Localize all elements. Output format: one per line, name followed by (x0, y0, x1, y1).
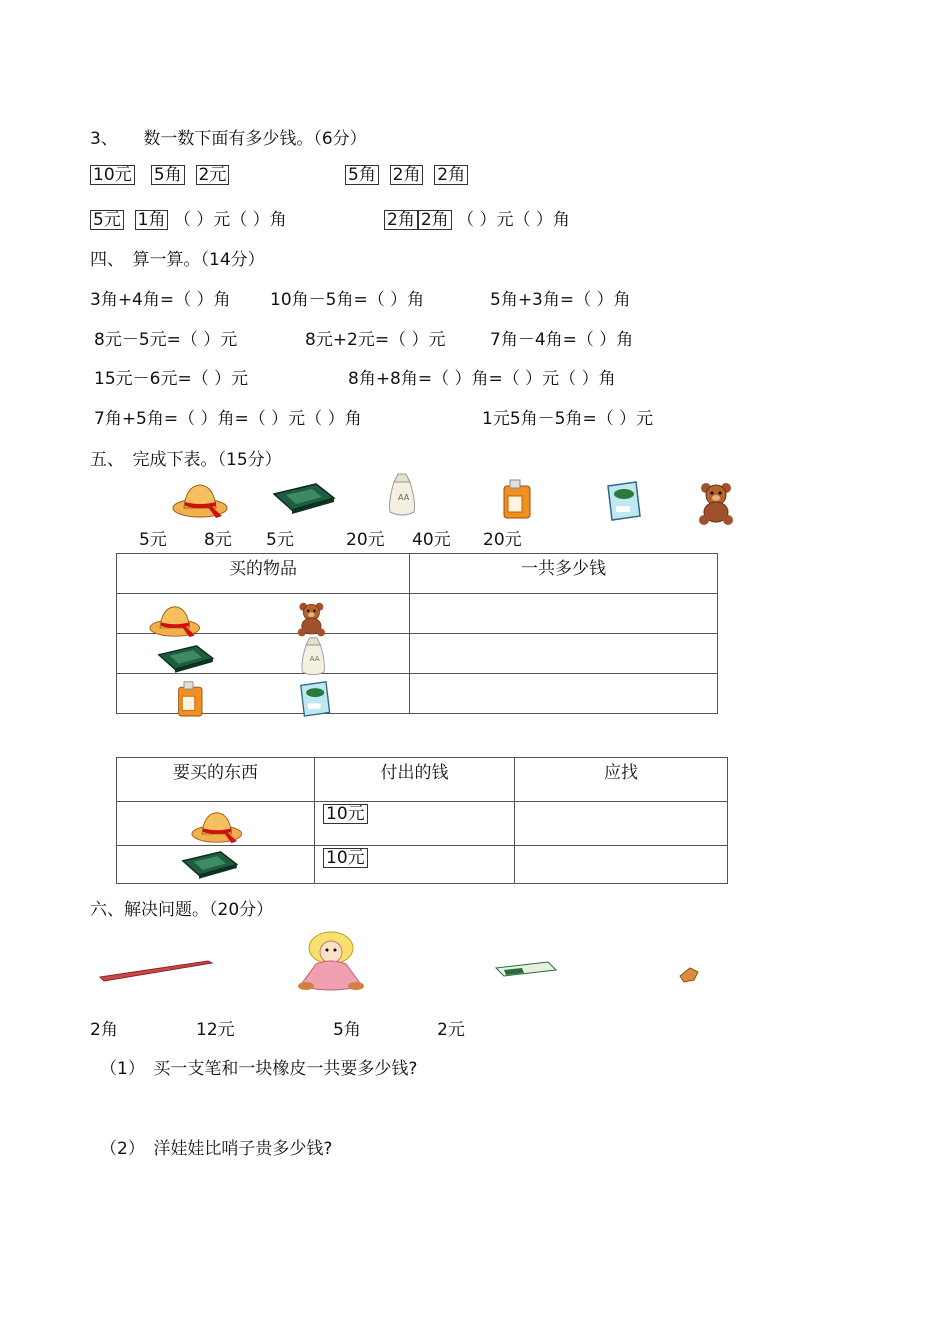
price-label: 2元 (437, 1020, 465, 1040)
snack-box-icon (299, 680, 335, 722)
money-note: 5元 (90, 210, 124, 230)
price-label: 20元 (483, 530, 522, 550)
section4-title: 四、 算一算。（14分） (90, 250, 265, 270)
calc-item[interactable]: 15元－6元=（ ）元 (94, 369, 249, 389)
pencil-box-icon (181, 850, 247, 880)
items-cell (117, 594, 410, 634)
teddy-bear-icon (698, 482, 734, 526)
teddy-bear-icon (297, 602, 333, 636)
money-note: 2角 (384, 210, 418, 230)
price-label: 12元 (196, 1020, 235, 1040)
header-paid: 付出的钱 (315, 758, 515, 802)
price-label: 20元 (346, 530, 385, 550)
calc-item[interactable]: 3角+4角=（ ）角 (90, 290, 231, 310)
question-2: （2） 洋娃娃比哨子贵多少钱? (100, 1139, 333, 1159)
money-note: 2角 (390, 165, 424, 185)
money-note: 5角 (151, 165, 185, 185)
change-answer-cell[interactable] (515, 846, 728, 884)
answer-blank[interactable]: （ ）元（ ）角 (457, 210, 570, 230)
money-note: 2元 (196, 165, 230, 185)
pencil-box-icon (157, 644, 223, 674)
question-1: （1） 买一支笔和一块橡皮一共要多少钱? (100, 1059, 418, 1079)
price-label: 5角 (333, 1020, 361, 1040)
money-row2-right (384, 205, 570, 230)
calc-item[interactable]: 5角+3角=（ ）角 (490, 290, 631, 310)
section5-title: 五、 完成下表。（15分） (90, 450, 282, 470)
answer-blank[interactable]: （ ）元（ ）角 (173, 210, 287, 230)
items-cell (117, 634, 410, 674)
money-note: 1角 (135, 210, 169, 230)
calc-item[interactable]: 7角－4角=（ ）角 (490, 330, 634, 350)
price-label: 5元 (266, 530, 294, 550)
change-table (116, 757, 728, 884)
money-note: 10元 (90, 165, 135, 185)
money-row1-right (345, 165, 468, 185)
eraser-icon (494, 960, 560, 980)
hat-icon (172, 482, 232, 522)
price-label: 5元 (139, 530, 167, 550)
price-label: 2角 (90, 1020, 118, 1040)
hat-icon (191, 810, 247, 844)
calc-item[interactable]: 1元5角－5角=（ ）元 (482, 409, 654, 429)
header-items: 买的物品 (117, 554, 410, 594)
money-row1-left (90, 165, 229, 185)
calc-item[interactable]: 8元+2元=（ ）元 (305, 330, 446, 350)
doll-icon (276, 930, 386, 996)
pencil-box-icon (272, 482, 338, 518)
calc-item[interactable]: 8元－5元=（ ）元 (94, 330, 238, 350)
money-note: 10元 (323, 804, 368, 824)
paid-cell (315, 846, 515, 884)
whistle-icon (676, 966, 706, 986)
total-answer-cell[interactable] (410, 674, 718, 714)
price-label: 40元 (412, 530, 451, 550)
purchase-table (116, 553, 718, 714)
calc-item[interactable]: 10角－5角=（ ）角 (270, 290, 425, 310)
change-answer-cell[interactable] (515, 802, 728, 846)
calc-item[interactable]: 7角+5角=（ ）角=（ ）元（ ）角 (94, 409, 362, 429)
price-label: 8元 (204, 530, 232, 550)
money-note: 2角 (418, 210, 452, 230)
items-cell (117, 674, 410, 714)
money-note: 2角 (434, 165, 468, 185)
money-note: 5角 (345, 165, 379, 185)
to-buy-cell (117, 802, 315, 846)
to-buy-cell (117, 846, 315, 884)
header-total: 一共多少钱 (410, 554, 718, 594)
total-answer-cell[interactable] (410, 594, 718, 634)
juice-bottle-icon (175, 680, 211, 722)
section6-title: 六、解决问题。（20分） (90, 900, 274, 920)
snack-box-icon (606, 480, 642, 522)
header-change: 应找 (515, 758, 728, 802)
total-answer-cell[interactable] (410, 634, 718, 674)
calc-item[interactable]: 8角+8角=（ ）角=（ ）元（ ）角 (348, 369, 616, 389)
section3-title: 3、 数一数下面有多少钱。（6分） (90, 129, 367, 149)
money-note: 10元 (323, 848, 368, 868)
juice-bottle-icon (500, 478, 536, 520)
header-to-buy: 要买的东西 (117, 758, 315, 802)
money-row2-left (90, 205, 287, 230)
bag-icon (384, 472, 420, 520)
paid-cell (315, 802, 515, 846)
pen-icon (98, 955, 218, 985)
